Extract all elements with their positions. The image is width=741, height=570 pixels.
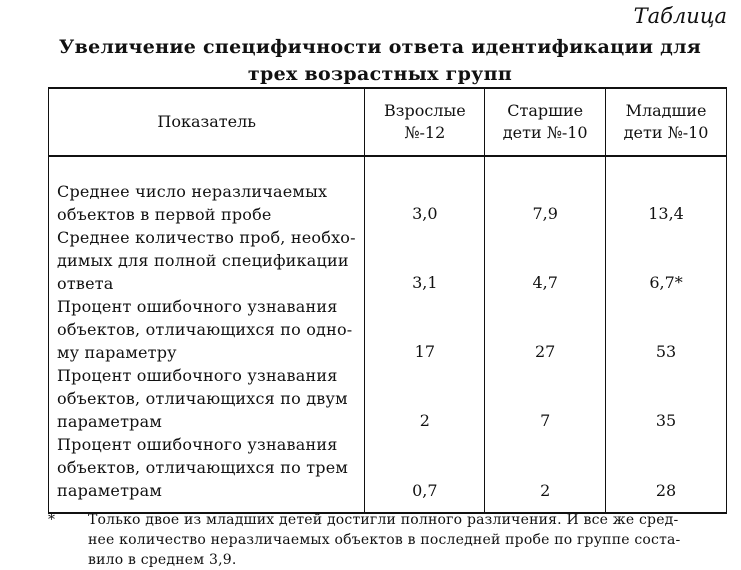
indicator-line: ответа bbox=[57, 274, 114, 293]
indicator-line: объектов, отличающихся по трем bbox=[57, 458, 349, 477]
row-indicator bbox=[49, 156, 365, 226]
header-line: Старшие bbox=[507, 101, 584, 120]
header-adults bbox=[365, 88, 485, 156]
value-older-children: 4,7 bbox=[485, 226, 606, 295]
table-caption-label: Таблица bbox=[633, 4, 727, 28]
value-adults: 17 bbox=[365, 295, 485, 364]
value-adults: 2 bbox=[365, 364, 485, 433]
header-younger-children bbox=[606, 88, 727, 156]
footnote-line: вило в среднем 3,9. bbox=[88, 552, 237, 568]
table-row bbox=[49, 156, 727, 226]
indicator-line: Процент ошибочного узнавания bbox=[57, 435, 338, 454]
indicator-line: объектов, отличающихся по одно- bbox=[57, 320, 353, 339]
footnote bbox=[48, 510, 728, 570]
header-line: Младшие bbox=[625, 101, 707, 120]
header-older-children bbox=[485, 88, 606, 156]
value-younger-children: 35 bbox=[606, 364, 727, 433]
value-younger-children: 53 bbox=[606, 295, 727, 364]
data-table bbox=[48, 87, 727, 514]
row-indicator bbox=[49, 295, 365, 364]
header-row bbox=[49, 88, 727, 156]
indicator-line: Процент ошибочного узнавания bbox=[57, 366, 338, 385]
indicator-line: Среднее число неразличаемых bbox=[57, 182, 328, 201]
value-adults: 3,1 bbox=[365, 226, 485, 295]
indicator-line: димых для полной спецификации bbox=[57, 251, 349, 270]
indicator-line: параметрам bbox=[57, 481, 162, 500]
table-row bbox=[49, 433, 727, 513]
header-line: дети №-10 bbox=[502, 123, 588, 142]
row-indicator bbox=[49, 364, 365, 433]
table-title bbox=[30, 34, 730, 88]
indicator-line: параметрам bbox=[57, 412, 162, 431]
title-line: Увеличение специфичности ответа идентификации для bbox=[58, 36, 702, 58]
value-younger-children: 28 bbox=[606, 433, 727, 513]
value-older-children: 7 bbox=[485, 364, 606, 433]
table-row bbox=[49, 364, 727, 433]
title-line: трех возрастных групп bbox=[247, 63, 513, 85]
row-indicator bbox=[49, 433, 365, 513]
header-line: Взрослые bbox=[383, 101, 466, 120]
header-line: №-12 bbox=[404, 123, 446, 142]
header-line: дети №-10 bbox=[623, 123, 709, 142]
footnote-mark: * bbox=[48, 512, 55, 528]
value-adults: 0,7 bbox=[365, 433, 485, 513]
value-older-children: 27 bbox=[485, 295, 606, 364]
header-indicator: Показатель bbox=[49, 88, 365, 156]
footnote-line: Только двое из младших детей достигли полного различения. И все же сред- bbox=[88, 512, 679, 528]
footnote-line: нее количество неразличаемых объектов в последней пробе по группе соста- bbox=[88, 532, 681, 548]
value-adults: 3,0 bbox=[365, 156, 485, 226]
value-older-children: 2 bbox=[485, 433, 606, 513]
value-younger-children: 6,7* bbox=[606, 226, 727, 295]
indicator-line: объектов, отличающихся по двум bbox=[57, 389, 348, 408]
value-older-children: 7,9 bbox=[485, 156, 606, 226]
footnote-text bbox=[88, 510, 728, 570]
indicator-line: Среднее количество проб, необхо- bbox=[57, 228, 356, 247]
value-younger-children: 13,4 bbox=[606, 156, 727, 226]
indicator-line: Процент ошибочного узнавания bbox=[57, 297, 338, 316]
indicator-line: му параметру bbox=[57, 343, 177, 362]
indicator-line: объектов в первой пробе bbox=[57, 205, 272, 224]
row-indicator bbox=[49, 226, 365, 295]
table-row bbox=[49, 295, 727, 364]
table-row bbox=[49, 226, 727, 295]
